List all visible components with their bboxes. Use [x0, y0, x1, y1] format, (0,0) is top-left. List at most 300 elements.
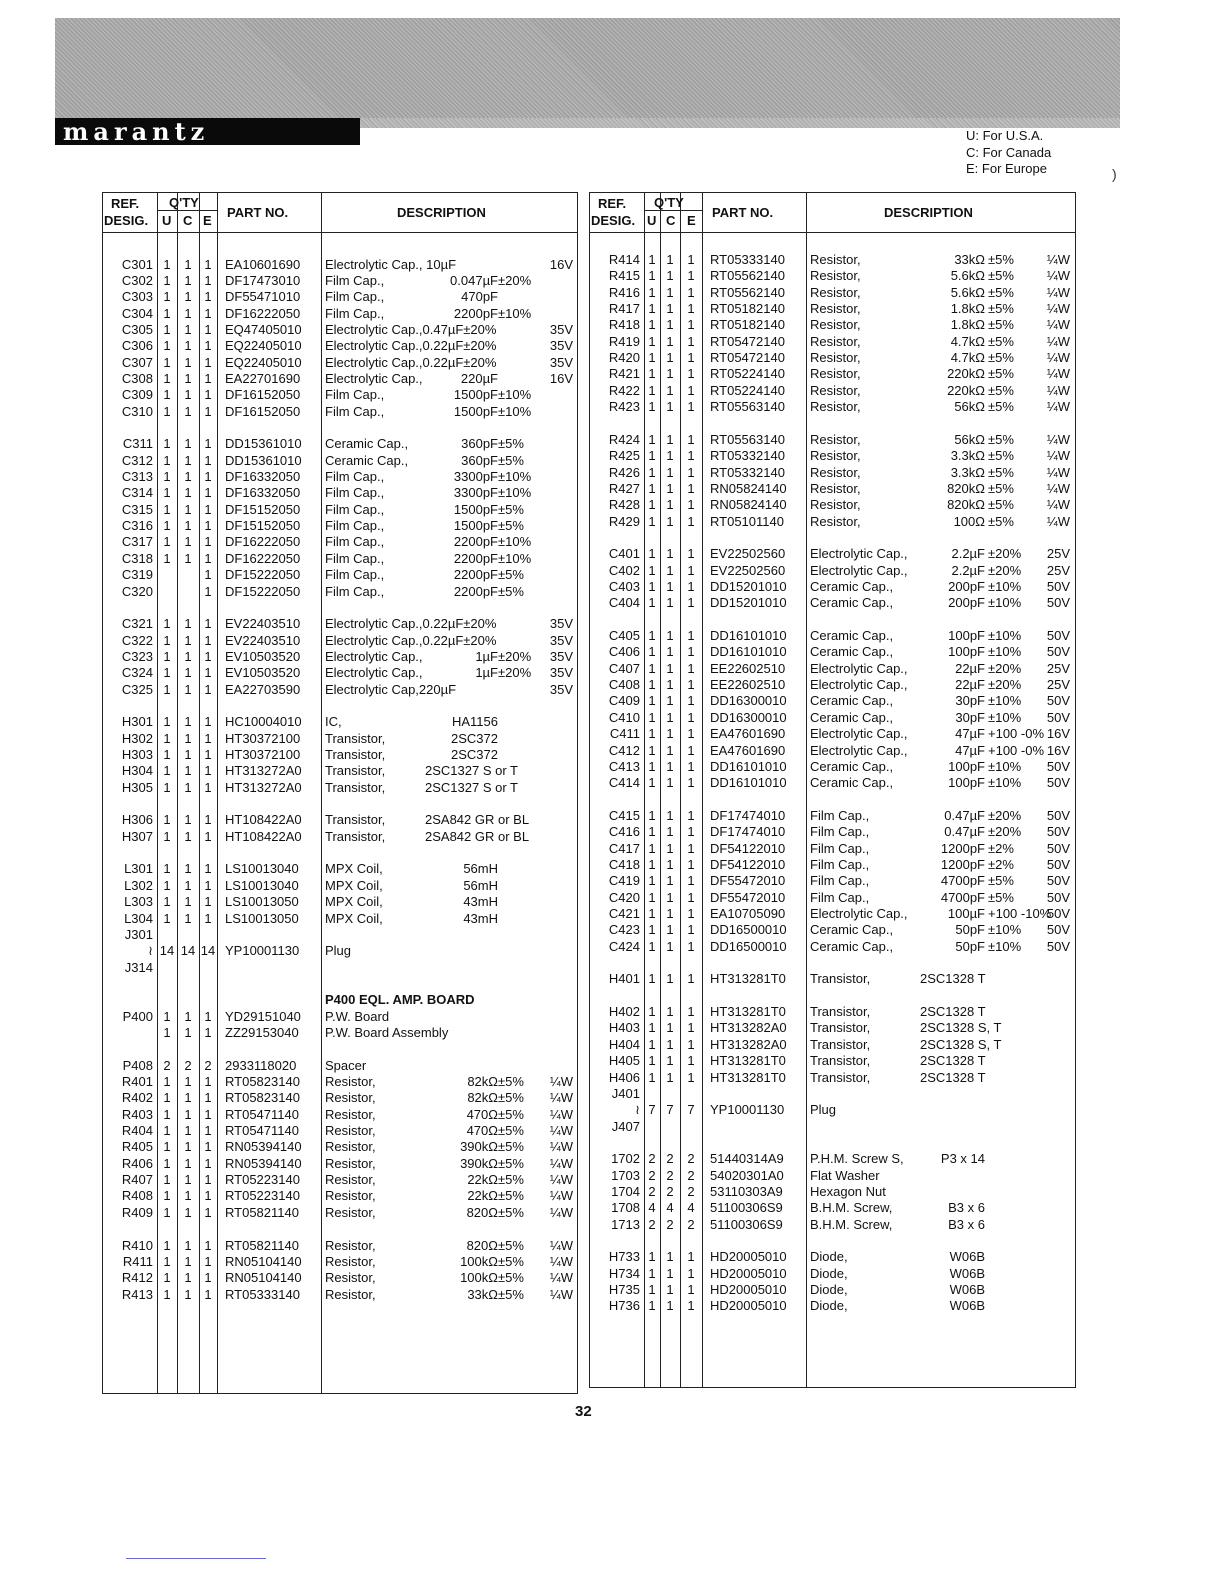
qty-e: 1 — [687, 513, 695, 529]
qty-u: 1 — [163, 1024, 171, 1040]
table-row — [103, 355, 577, 371]
description: Resistor, — [810, 350, 861, 366]
part-number: HT108422A0 — [225, 828, 302, 844]
qty-e: 1 — [204, 354, 212, 370]
qty-u: 2 — [648, 1216, 656, 1232]
description: Film Cap., — [810, 856, 870, 872]
description: Spacer — [325, 1057, 367, 1073]
description: Ceramic Cap., — [810, 644, 894, 660]
qty-u: 1 — [648, 579, 656, 594]
qty-e: 1 — [687, 448, 695, 464]
part-number: DD15361010 — [225, 436, 302, 452]
part-number: HT313272A0 — [225, 763, 302, 779]
ref-desig: R401 — [121, 1074, 153, 1089]
qty-e: 1 — [687, 562, 695, 578]
qty-e: 1 — [687, 840, 695, 856]
header-desig: DESIG. — [591, 213, 636, 228]
part-number: DD16500010 — [710, 922, 787, 938]
rating: 25V — [1046, 677, 1070, 693]
table-row — [590, 906, 1075, 922]
description: P.W. Board Assembly — [325, 1024, 449, 1040]
description: Transistor, — [325, 730, 386, 746]
description: Resistor, — [810, 480, 861, 496]
ref-desig: R408 — [121, 1188, 153, 1204]
part-number: EA22703590 — [225, 681, 301, 697]
part-number: RN05824140 — [710, 480, 787, 496]
tolerance: ±5% — [988, 268, 1014, 284]
table-row — [103, 682, 577, 698]
value: 360pF — [461, 452, 498, 468]
ref-desig: H303 — [121, 747, 153, 762]
qty-e: 1 — [204, 305, 212, 321]
ref-desig: C315 — [121, 501, 153, 517]
part-number: HD20005010 — [710, 1282, 787, 1298]
part-number: HT30372100 — [225, 747, 301, 762]
table-row — [590, 1037, 1075, 1053]
qty-c: 1 — [666, 1298, 674, 1314]
tolerance: ±5% — [498, 1172, 524, 1188]
qty-c: 1 — [184, 1090, 192, 1106]
part-number: YP10001130 — [710, 1102, 785, 1118]
rating: 50V — [1046, 938, 1070, 954]
tolerance: ±5% — [498, 583, 524, 599]
value: 820kΩ — [947, 480, 985, 496]
tolerance: ±10% — [988, 922, 1022, 938]
qty-u: 1 — [648, 1036, 656, 1052]
qty-e: 1 — [204, 469, 212, 485]
table-row — [590, 939, 1075, 955]
table-row — [590, 1004, 1075, 1020]
qty-e: 1 — [204, 321, 212, 337]
description: Transistor, — [810, 1004, 871, 1020]
qty-u: 2 — [648, 1151, 656, 1167]
tolerance: ±5% — [498, 1106, 524, 1122]
qty-e: 1 — [204, 1024, 212, 1040]
rating: 50V — [1046, 579, 1070, 594]
value: 820Ω — [466, 1237, 498, 1253]
ref-desig: C304 — [121, 305, 153, 321]
rating: 50V — [1046, 807, 1070, 823]
table-row — [103, 322, 577, 338]
table-row — [103, 1188, 577, 1204]
table-row — [590, 563, 1075, 579]
table-row — [103, 469, 577, 485]
description: B.H.M. Screw, — [810, 1216, 893, 1232]
description: Film Cap., — [810, 873, 870, 889]
footer-line — [126, 1558, 266, 1559]
value: 100kΩ — [460, 1270, 498, 1286]
value: 2.2µF — [951, 546, 985, 562]
qty-e: 1 — [687, 366, 695, 382]
ref-desig: J401 — [611, 1085, 640, 1101]
table-row — [103, 649, 577, 665]
qty-e: 1 — [687, 284, 695, 300]
header-banner-strip — [360, 118, 1120, 128]
qty-u: 1 — [163, 1139, 171, 1155]
description: Electrolytic Cap,220µF — [325, 681, 457, 697]
rating: 50V — [1046, 758, 1070, 774]
tolerance: ±10% — [498, 469, 532, 485]
description: Resistor, — [325, 1172, 376, 1188]
value: 360pF — [461, 436, 498, 452]
rating: ¼W — [1046, 399, 1070, 415]
qty-e: 1 — [687, 628, 695, 644]
qty-u: 1 — [163, 894, 171, 910]
description: Resistor, — [810, 366, 861, 382]
qty-c: 1 — [184, 632, 192, 648]
description: Film Cap., — [325, 272, 385, 288]
qty-e: 1 — [687, 1249, 695, 1265]
tolerance: ±5% — [988, 350, 1014, 366]
tolerance: ±5% — [988, 448, 1014, 464]
value: 390kΩ — [460, 1155, 498, 1171]
qty-u: 1 — [648, 431, 656, 447]
ref-desig: H404 — [608, 1036, 640, 1052]
part-number: DF16332050 — [225, 469, 301, 485]
ref-desig: C404 — [608, 595, 640, 611]
qty-c: 1 — [184, 272, 192, 288]
qty-c: 1 — [666, 693, 674, 709]
description: Film Cap., — [325, 567, 385, 583]
value: 220kΩ — [947, 382, 985, 398]
qty-c: 1 — [666, 350, 674, 366]
qty-e: 1 — [687, 742, 695, 758]
qty-c: 1 — [666, 579, 674, 594]
ref-desig: R419 — [608, 333, 640, 349]
qty-c: 1 — [184, 1008, 192, 1024]
qty-e: 1 — [204, 534, 212, 550]
description: Film Cap., — [810, 807, 870, 823]
qty-c: 1 — [184, 894, 192, 910]
rating: ¼W — [549, 1090, 573, 1106]
description: Film Cap., — [325, 501, 385, 517]
value: 3300pF — [453, 469, 498, 485]
qty-c: 1 — [666, 758, 674, 774]
ref-desig: C325 — [121, 681, 153, 697]
qty-c: 1 — [666, 677, 674, 693]
qty-e: 1 — [687, 464, 695, 480]
qty-c: 1 — [184, 1024, 192, 1040]
ref-desig: C424 — [608, 938, 640, 954]
qty-u: 1 — [163, 665, 171, 681]
qty-c: 1 — [184, 714, 192, 730]
ref-desig: R417 — [608, 301, 640, 317]
part-number: RN05394140 — [225, 1139, 302, 1155]
table-row — [590, 1086, 1075, 1102]
description: Resistor, — [810, 431, 861, 447]
tolerance: ±5% — [988, 464, 1014, 480]
ref-desig: R403 — [121, 1106, 153, 1122]
description: Resistor, — [810, 513, 861, 529]
table-row — [103, 534, 577, 550]
description: Resistor, — [810, 399, 861, 415]
qty-e: 1 — [687, 350, 695, 366]
value: 2200pF — [453, 550, 498, 566]
qty-c: 1 — [666, 431, 674, 447]
part-number: HT313272A0 — [225, 779, 302, 795]
table-row — [103, 420, 577, 436]
description: Ceramic Cap., — [810, 922, 894, 938]
description: Resistor, — [325, 1204, 376, 1220]
table-row — [103, 289, 577, 305]
value: 2SC1328 S, T — [920, 1036, 1002, 1052]
rating: 50V — [1046, 873, 1070, 889]
ref-desig: C313 — [121, 469, 153, 485]
qty-e: 1 — [687, 595, 695, 611]
qty-c: 1 — [666, 382, 674, 398]
description: Resistor, — [810, 464, 861, 480]
description: Electrolytic Cap., — [810, 677, 908, 693]
brand-logo: marantz — [55, 118, 360, 145]
ref-desig: C310 — [121, 403, 153, 419]
table-row — [590, 383, 1075, 399]
table-row — [590, 677, 1075, 693]
qty-e: 1 — [687, 938, 695, 954]
description: Diode, — [810, 1249, 848, 1265]
table-row — [103, 780, 577, 796]
ref-desig: R415 — [608, 268, 640, 284]
header-qty: Q'TY — [654, 195, 684, 210]
ref-desig: C321 — [121, 616, 153, 632]
table-row — [103, 616, 577, 632]
qty-e: 1 — [204, 1270, 212, 1286]
ref-desig: R426 — [608, 464, 640, 480]
table-row — [590, 448, 1075, 464]
part-number: 54020301A0 — [710, 1167, 784, 1183]
part-number: YP10001130 — [225, 943, 300, 959]
description: Film Cap., — [810, 824, 870, 840]
ref-desig: C306 — [121, 338, 153, 354]
table-row — [103, 1156, 577, 1172]
rating: 16V — [549, 256, 573, 272]
qty-u: 1 — [163, 1253, 171, 1269]
value: 0.47µF — [944, 807, 985, 823]
part-number: EA10601690 — [225, 256, 301, 272]
qty-e: 1 — [687, 317, 695, 333]
description: Ceramic Cap., — [325, 452, 409, 468]
rating: ¼W — [1046, 480, 1070, 496]
rating: 35V — [549, 665, 573, 681]
qty-e: 1 — [687, 677, 695, 693]
qty-e: 1 — [204, 567, 212, 583]
qty-c: 1 — [184, 828, 192, 844]
ref-desig: C405 — [608, 628, 640, 644]
tolerance: ±5% — [498, 518, 524, 534]
table-row — [590, 285, 1075, 301]
ref-desig: R407 — [121, 1172, 153, 1188]
table-row — [103, 1238, 577, 1254]
qty-u: 1 — [163, 321, 171, 337]
table-row — [103, 1172, 577, 1188]
qty-u: 1 — [648, 677, 656, 693]
ref-desig: R411 — [122, 1253, 153, 1269]
tolerance: ±5% — [498, 1204, 524, 1220]
table-row — [103, 485, 577, 501]
ref-desig: L301 — [124, 861, 153, 877]
table-row — [103, 878, 577, 894]
value: 100pF — [948, 758, 985, 774]
qty-u: 1 — [163, 501, 171, 517]
qty-e: 1 — [687, 709, 695, 725]
table-row — [590, 481, 1075, 497]
tolerance: ±10% — [988, 628, 1022, 644]
value: 22µF — [955, 660, 985, 676]
qty-u: 1 — [648, 922, 656, 938]
value: 3.3kΩ — [950, 464, 985, 480]
qty-u: 1 — [163, 1204, 171, 1220]
description: Electrolytic Cap., — [325, 665, 423, 681]
description: Film Cap., — [810, 889, 870, 905]
ref-desig: R413 — [121, 1286, 153, 1302]
ref-desig: 1713 — [611, 1216, 640, 1232]
part-number: DF55472010 — [710, 889, 786, 905]
value: 43mH — [463, 894, 498, 910]
qty-c: 1 — [666, 464, 674, 480]
value: W06B — [949, 1282, 985, 1298]
value: 1200pF — [940, 856, 985, 872]
qty-u: 1 — [648, 1298, 656, 1314]
ref-desig: L302 — [124, 877, 153, 893]
qty-u: 1 — [163, 632, 171, 648]
ref-desig: C317 — [121, 534, 153, 550]
ref-desig: 1708 — [611, 1200, 640, 1216]
ref-desig: C314 — [121, 485, 153, 501]
part-number: RT05821140 — [225, 1204, 299, 1220]
qty-e: 1 — [204, 1237, 212, 1253]
qty-c: 1 — [666, 742, 674, 758]
table-row — [103, 371, 577, 387]
qty-c: 1 — [666, 873, 674, 889]
ref-desig: R404 — [121, 1123, 153, 1139]
qty-u: 1 — [163, 877, 171, 893]
part-number: DD16500010 — [710, 938, 787, 954]
rating: 50V — [1046, 889, 1070, 905]
qty-c: 1 — [184, 1188, 192, 1204]
table-row — [590, 955, 1075, 971]
qty-u: 1 — [163, 1188, 171, 1204]
value: 2.2µF — [951, 562, 985, 578]
part-number: HT108422A0 — [225, 812, 302, 828]
qty-c: 1 — [184, 763, 192, 779]
part-number: DD16101010 — [710, 758, 787, 774]
qty-u: 1 — [648, 1004, 656, 1020]
ref-desig: C409 — [608, 693, 640, 709]
table-row — [103, 731, 577, 747]
table-row — [103, 747, 577, 763]
rating: 50V — [1046, 922, 1070, 938]
value: 4700pF — [940, 889, 985, 905]
value: 56kΩ — [954, 399, 985, 415]
qty-u: 1 — [648, 366, 656, 382]
tolerance: ±5% — [498, 1139, 524, 1155]
qty-e: 1 — [204, 681, 212, 697]
qty-u: 1 — [163, 550, 171, 566]
qty-c: 1 — [184, 812, 192, 828]
table-row — [590, 1184, 1075, 1200]
qty-e: 1 — [204, 616, 212, 632]
table-row — [590, 971, 1075, 987]
part-number: 51100306S9 — [710, 1216, 783, 1232]
qty-e: 1 — [204, 370, 212, 386]
table-row — [590, 1282, 1075, 1298]
rating: 50V — [1046, 628, 1070, 644]
description: Film Cap., — [325, 583, 385, 599]
description: Transistor, — [325, 812, 386, 828]
table-row — [103, 714, 577, 730]
part-number: RT05224140 — [710, 382, 785, 398]
tolerance: +100 -10% — [988, 906, 1052, 921]
qty-u: 1 — [163, 1286, 171, 1302]
qty-u: 1 — [163, 648, 171, 664]
part-number: RT05563140 — [710, 399, 785, 415]
part-number: DF15152050 — [225, 518, 301, 534]
header-ref: REF. — [598, 196, 627, 211]
qty-e: 1 — [204, 501, 212, 517]
parts-table-right — [589, 192, 1076, 1388]
qty-c: 1 — [184, 681, 192, 697]
value: 33kΩ — [954, 252, 985, 267]
table-row — [590, 399, 1075, 415]
tolerance: ±5% — [988, 284, 1014, 300]
qty-c: 2 — [184, 1057, 192, 1073]
table-row — [103, 861, 577, 877]
qty-u: 1 — [648, 1020, 656, 1036]
table-row — [103, 665, 577, 681]
part-number: DF55472010 — [710, 873, 786, 889]
ref-desig: H403 — [608, 1020, 640, 1036]
qty-e: 1 — [204, 1204, 212, 1220]
qty-u: 1 — [163, 730, 171, 746]
qty-u: 1 — [648, 660, 656, 676]
description: Electrolytic Cap., — [810, 562, 908, 578]
table-row — [590, 873, 1075, 889]
table-row — [590, 1151, 1075, 1167]
description: P.W. Board — [325, 1008, 390, 1024]
part-number: RT05101140 — [710, 513, 784, 529]
tolerance: ±20% — [988, 546, 1022, 562]
ref-desig: H733 — [608, 1249, 640, 1265]
ref-desig: C320 — [121, 583, 153, 599]
ref-desig: C417 — [608, 840, 640, 856]
header-banner — [55, 18, 1120, 118]
ref-desig: C403 — [608, 579, 640, 594]
value: 2SA842 GR or BL — [425, 812, 530, 828]
qty-e: 1 — [204, 1123, 212, 1139]
description: Electrolytic Cap., — [325, 370, 423, 386]
value: 22kΩ — [467, 1172, 498, 1188]
value: 0.047µF — [450, 272, 498, 288]
part-number: HT313282A0 — [710, 1036, 787, 1052]
header-desig: DESIG. — [104, 213, 149, 228]
table-row — [103, 1287, 577, 1303]
tolerance: ±5% — [988, 480, 1014, 496]
description: Film Cap., — [325, 550, 385, 566]
qty-u: 2 — [163, 1057, 171, 1073]
qty-e: 1 — [204, 828, 212, 844]
qty-c: 1 — [184, 877, 192, 893]
tolerance: +100 -0% — [988, 742, 1045, 758]
qty-e: 1 — [204, 1008, 212, 1024]
value: 5.6kΩ — [950, 284, 985, 300]
table-row — [590, 726, 1075, 742]
part-number: DD16300010 — [710, 693, 787, 709]
ref-desig: C307 — [121, 354, 153, 370]
part-number: EA47601690 — [710, 726, 786, 742]
qty-u: 2 — [648, 1183, 656, 1199]
part-number: EV22403510 — [225, 632, 301, 648]
qty-e: 1 — [204, 714, 212, 730]
qty-e: 1 — [204, 436, 212, 452]
